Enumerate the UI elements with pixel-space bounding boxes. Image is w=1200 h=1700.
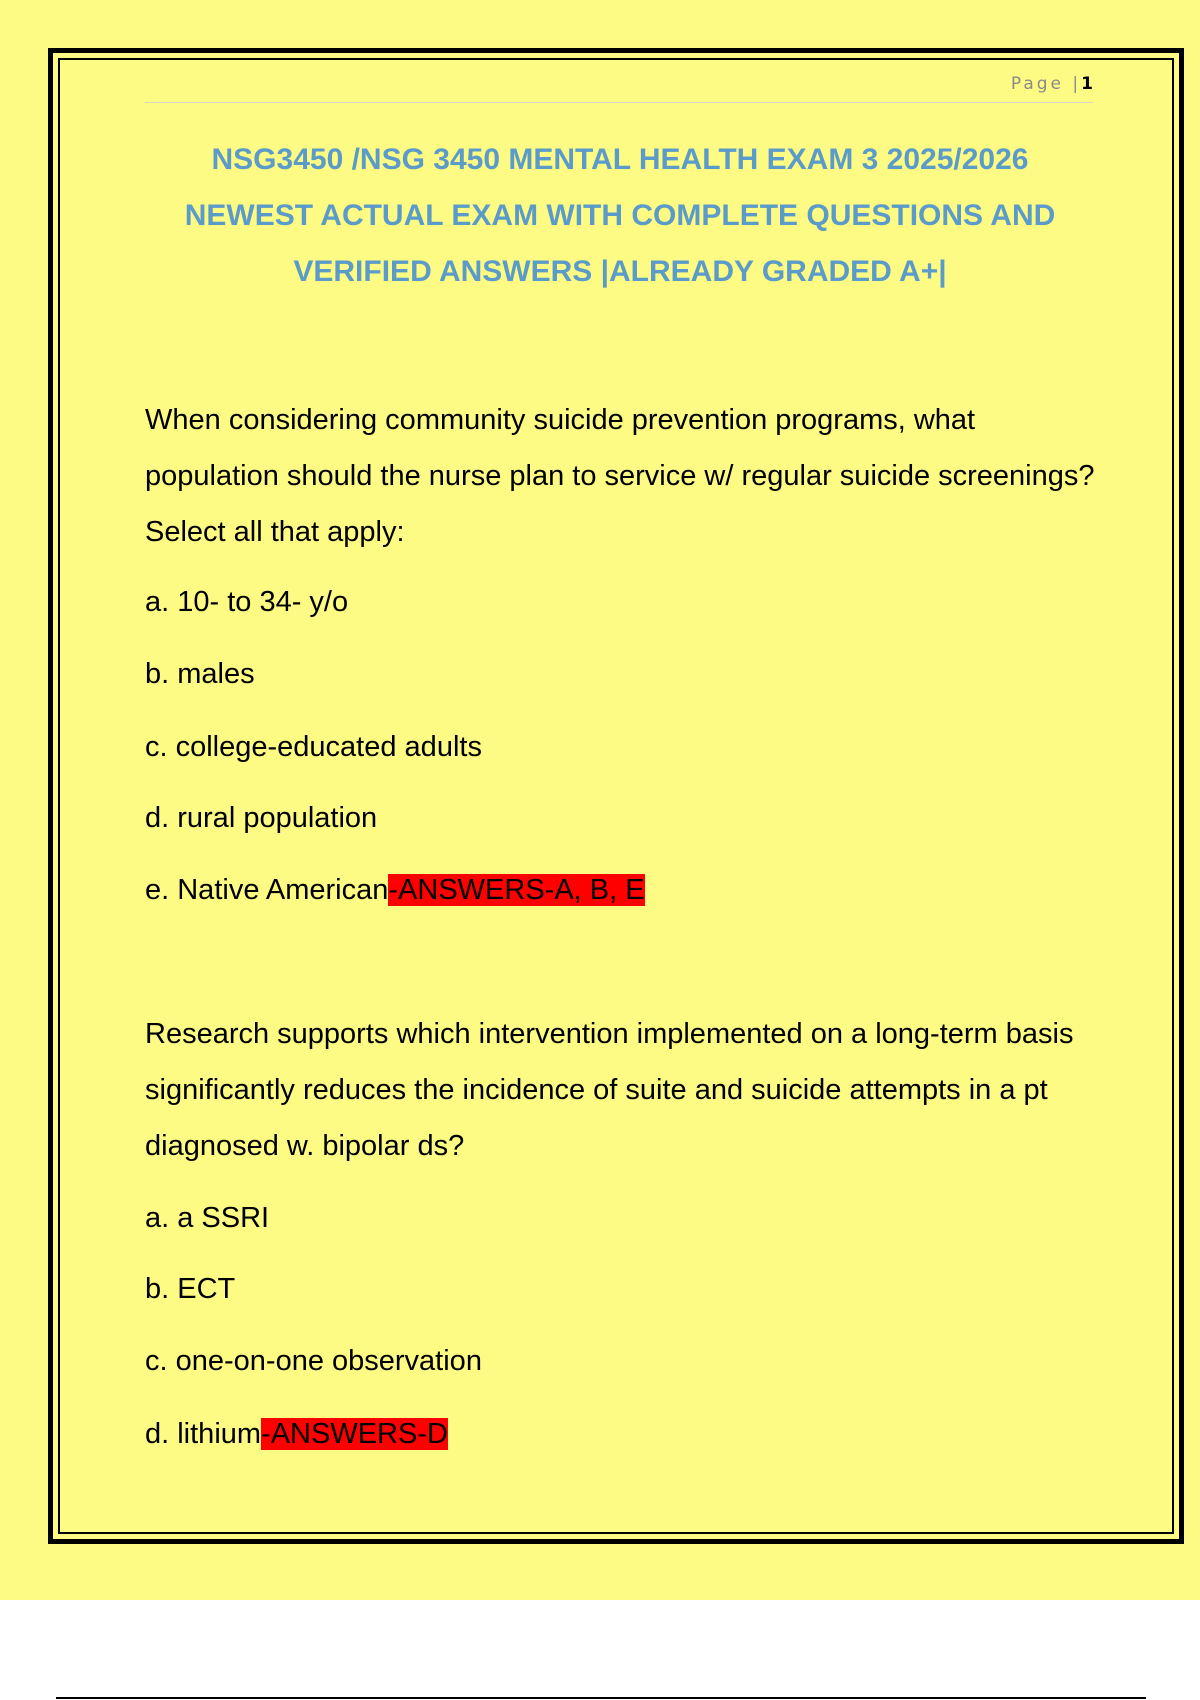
question-1-option-e-row bbox=[145, 870, 645, 910]
question-1-option-b: b. males bbox=[145, 658, 255, 690]
question-2-option-a: a. a SSRI bbox=[145, 1202, 270, 1234]
question-2-option-d: d. lithium bbox=[145, 1418, 262, 1450]
question-1-option-d: d. rural population bbox=[145, 802, 378, 834]
page-number-value: 1 bbox=[1081, 74, 1093, 94]
page-header bbox=[145, 72, 1093, 103]
question-1-option-a: a. 10- to 34- y/o bbox=[145, 586, 349, 618]
question-2-option-c: c. one-on-one observation bbox=[145, 1345, 482, 1377]
question-2-stem: Research supports which intervention implemented on a long-term basis significantly reduces the incidence of suite and suicide attempts in a pt diagnosed w. bipolar ds? bbox=[145, 1018, 1074, 1162]
question-1-option-c: c. college-educated adults bbox=[145, 731, 482, 763]
question-1-stem: When considering community suicide prevention programs, what population should the nurse plan to service w/ regular suicide screenings? Select all that apply: bbox=[145, 404, 1095, 548]
question-2-option-b: b. ECT bbox=[145, 1273, 236, 1305]
footer-rule bbox=[56, 1697, 1146, 1699]
question-1-answer: -ANSWERS-A, B, E bbox=[388, 874, 645, 906]
document-title bbox=[140, 132, 1100, 300]
question-2-option-d-row bbox=[145, 1414, 448, 1454]
page-label: Page bbox=[1010, 74, 1065, 94]
title-line-1: NSG3450 /NSG 3450 MENTAL HEALTH EXAM 3 2025/2026 bbox=[211, 143, 1029, 176]
question-2-answer: -ANSWERS-D bbox=[261, 1418, 448, 1450]
title-line-2: NEWEST ACTUAL EXAM WITH COMPLETE QUESTIONS AND bbox=[184, 199, 1056, 232]
question-1-option-e: e. Native American bbox=[145, 874, 389, 906]
title-line-3: VERIFIED ANSWERS |ALREADY GRADED A+| bbox=[293, 255, 947, 288]
page-number: Page |1 bbox=[1010, 74, 1093, 94]
